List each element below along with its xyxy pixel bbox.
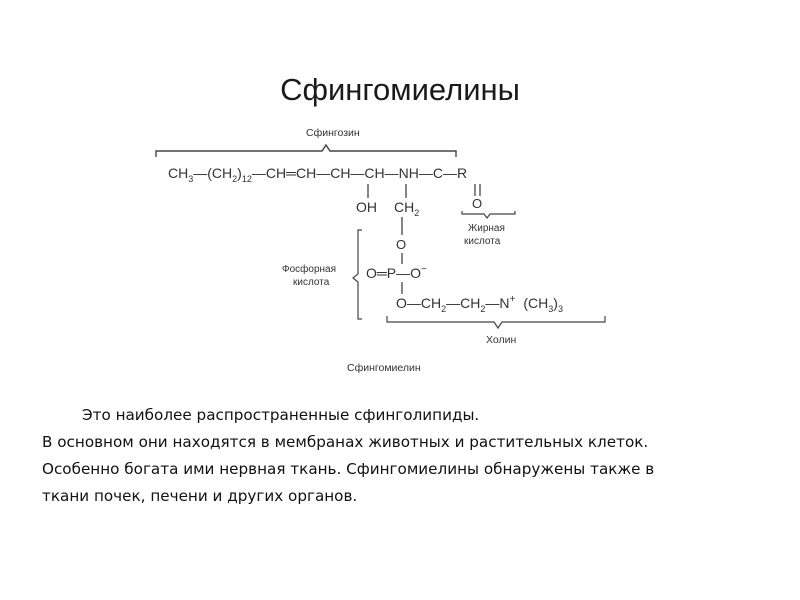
description-paragraph [42, 402, 772, 510]
sphingosine-label: Сфингозин [306, 127, 360, 139]
svg-text:CH3—(CH2)12—CH═CH—CH—CH—NH—C—R: $CH_3—(CH_2)_{12}—CH═CH—CH—CH—NH—C—R$ [168, 165, 468, 184]
phosphoric-acid-label-1: Фосфорная [282, 264, 337, 275]
main-chain [168, 165, 467, 184]
fatty-acid-label-1: Жирная [468, 223, 505, 234]
choline-label: Холин [486, 334, 517, 346]
fatty-acid-label-2: кислота [464, 236, 501, 247]
paragraph-line-3: Особенно богата ими нервная ткань. Сфингомиелины обнаружены также в [42, 460, 655, 478]
paragraph-line-1: Это наиболее распространенные сфинголипиды. [82, 406, 480, 424]
phosphoric-acid-label-2: кислота [293, 277, 330, 288]
phosphoric-acid-brace [353, 230, 362, 319]
sphingosine-brace [156, 145, 456, 157]
oh-group: OH [356, 199, 377, 215]
diagram-caption: Сфингомиелин [347, 362, 421, 374]
carbonyl-oxygen: O [472, 196, 483, 211]
phosphate-group: O═P—O− [366, 264, 427, 281]
paragraph-line-4: ткани почек, печени и других органов. [42, 487, 358, 505]
choline-brace [387, 316, 605, 328]
choline-chain: $O—CH_2—CH_2—N^+$ $(CH_3)_3$ [396, 294, 563, 314]
ester-oxygen: O [396, 237, 407, 252]
slide-title: Сфингомиелины [280, 72, 520, 107]
ch2-group: $CH_2$ [394, 199, 420, 218]
paragraph-line-2: В основном они находятся в мембранах животных и растительных клеток. [42, 433, 649, 451]
fatty-acid-brace [462, 211, 515, 218]
